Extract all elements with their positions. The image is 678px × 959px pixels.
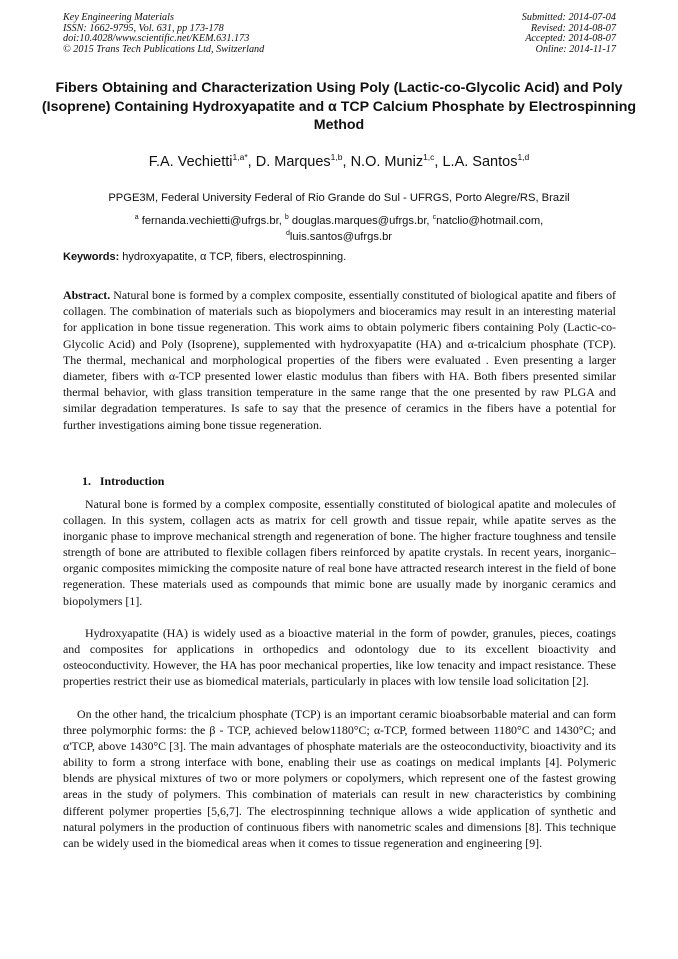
section-number: 1. bbox=[82, 474, 91, 488]
keywords-label: Keywords: bbox=[63, 251, 120, 263]
email-address[interactable]: natclio@hotmail.com, bbox=[436, 215, 544, 227]
email-marker: b bbox=[284, 214, 289, 221]
email-address[interactable]: fernanda.vechietti@ufrgs.br, bbox=[138, 215, 285, 227]
journal-info bbox=[63, 13, 264, 55]
date-online: Online: 2014-11-17 bbox=[535, 43, 616, 55]
abstract-text: Natural bone is formed by a complex composite, essentially constituted of biological apatite and fibers of collagen. The combination of materials such as biopolymers and bioceramics may result in an interesting material for application in bone tissue regeneration. This work aims to obtain polymeric fibers containing Poly (Lactic-co-Glycolic Acid) and Poly (Isoprene), supplemented with hydroxyapatite (HA) and α-tricalcium phosphate (TCP). The thermal, mechanical and morphological properties of the fibers were evaluated . Even presenting a larger diameter, fibers with α-TCP presented lower elastic modulus than fibers with HA. Both fibers presented similar thermal behavior, with glass transition temperature in the same range that the one presented by raw PLGA and similar degradation temperatures. Is safe to say that the presence of ceramics in the fibers have a potential for further investigations aiming bone tissue regeneration. bbox=[63, 288, 616, 432]
author-name: D. Marques bbox=[255, 154, 331, 170]
date-submitted: Submitted: 2014-07-04 bbox=[521, 12, 616, 23]
paper-title: Fibers Obtaining and Characterization Using Poly (Lactic-co-Glycolic Acid) and Poly (Isoprene) Containing Hydroxyapatite and α TCP Calcium Phosphate by Electrospinning Method bbox=[41, 80, 637, 134]
email-list bbox=[60, 214, 618, 245]
keywords-text: hydroxyapatite, α TCP, fibers, electrospinning. bbox=[119, 251, 347, 263]
author-superscript: 1,c bbox=[423, 152, 435, 162]
keywords bbox=[63, 251, 623, 263]
email-marker: a bbox=[134, 214, 139, 221]
author-name: L.A. Santos bbox=[442, 154, 518, 170]
author-superscript: 1,a* bbox=[232, 152, 248, 162]
date-accepted: Accepted: 2014-08-07 bbox=[525, 33, 616, 45]
publication-dates bbox=[522, 13, 616, 55]
section-heading bbox=[82, 474, 164, 489]
intro-paragraph: Hydroxyapatite (HA) is widely used as a bioactive material in the form of powder, granules, pieces, coatings and composites for applications in orthopedics and odontology due to its excellent bioactivity and osteoconductivity. However, the HA has poor mechanical properties, like low tenacity and impact resistance. These properties restrict their use as biomedical materials, particularly in places with low tensile load solicitation [2]. bbox=[63, 626, 616, 689]
abstract-label: Abstract. bbox=[63, 288, 111, 302]
author-separator: , bbox=[247, 154, 256, 170]
email-marker: d bbox=[285, 229, 290, 237]
affiliation: PPGE3M, Federal University Federal of Rio Grande do Sul - UFRGS, Porto Alegre/RS, Brazil bbox=[108, 192, 570, 204]
email-address[interactable]: luis.santos@ufrgs.br bbox=[289, 230, 393, 243]
author-name: F.A. Vechietti bbox=[148, 154, 233, 170]
author-separator: , bbox=[434, 154, 443, 170]
abstract bbox=[63, 287, 616, 433]
journal-name: Key Engineering Materials bbox=[63, 12, 174, 23]
author-separator: , bbox=[342, 154, 351, 170]
journal-copyright: © 2015 Trans Tech Publications Ltd, Switzerland bbox=[63, 43, 265, 55]
email-address[interactable]: douglas.marques@ufrgs.br, bbox=[288, 215, 433, 227]
author-name: N.O. Muniz bbox=[350, 154, 424, 170]
intro-paragraph: On the other hand, the tricalcium phosphate (TCP) is an important ceramic bioabsorbable material and can form three polymorphic forms: the β - TCP, achieved below1180°C; α-TCP, formed between 1180°C and 1430°C; and α'TCP, above 1430°C [3]. The main advantages of phosphate materials are the osteoconductivity, bioactivity and its ability to form a strong interface with bone, enabling their use as coatings on medical implants [4]. Polymeric blends are physical mixtures of two or more polymers or copolymers, which represent one of the fastest growing areas in the study of polymers. This combination of materials can result in new characteristics by combining different polymer properties [5,6,7]. The electrospinning technique allows a wide application of synthetic and natural polymers in the production of continuous fibers with nanometric scales and dimensions [8]. This technique can be widely used in the biomedical areas when it comes to tissue regeneration and engineering [9]. bbox=[63, 707, 616, 850]
author-superscript: 1,b bbox=[330, 152, 343, 162]
section-title: Introduction bbox=[99, 474, 165, 488]
date-revised: Revised: 2014-08-07 bbox=[530, 22, 616, 34]
author-list bbox=[40, 154, 638, 170]
author-superscript: 1,d bbox=[517, 152, 530, 162]
journal-doi: doi:10.4028/www.scientific.net/KEM.631.173 bbox=[63, 33, 250, 45]
email-marker: c bbox=[432, 214, 437, 221]
intro-paragraph: Natural bone is formed by a complex composite, essentially constituted of biological apatite and molecules of collagen. In this system, collagen acts as matrix for cell growth and tissue repair, while apatite serves as the inorganic phase to improve mechanical strength and regeneration of bone. The higher fracture toughness and tensile strength of bone are attributed to flexible collagen fibers reinforced by apatite crystals. In recent years, inorganic–organic composites mimicking the composite nature of real bone have attracted research interest in the field of bone regeneration. These materials used as compounds that mimic bone are usually made by inorganic ceramics and biopolymers [1]. bbox=[63, 497, 616, 608]
journal-issn: ISSN: 1662-9795, Vol. 631, pp 173-178 bbox=[63, 22, 224, 34]
